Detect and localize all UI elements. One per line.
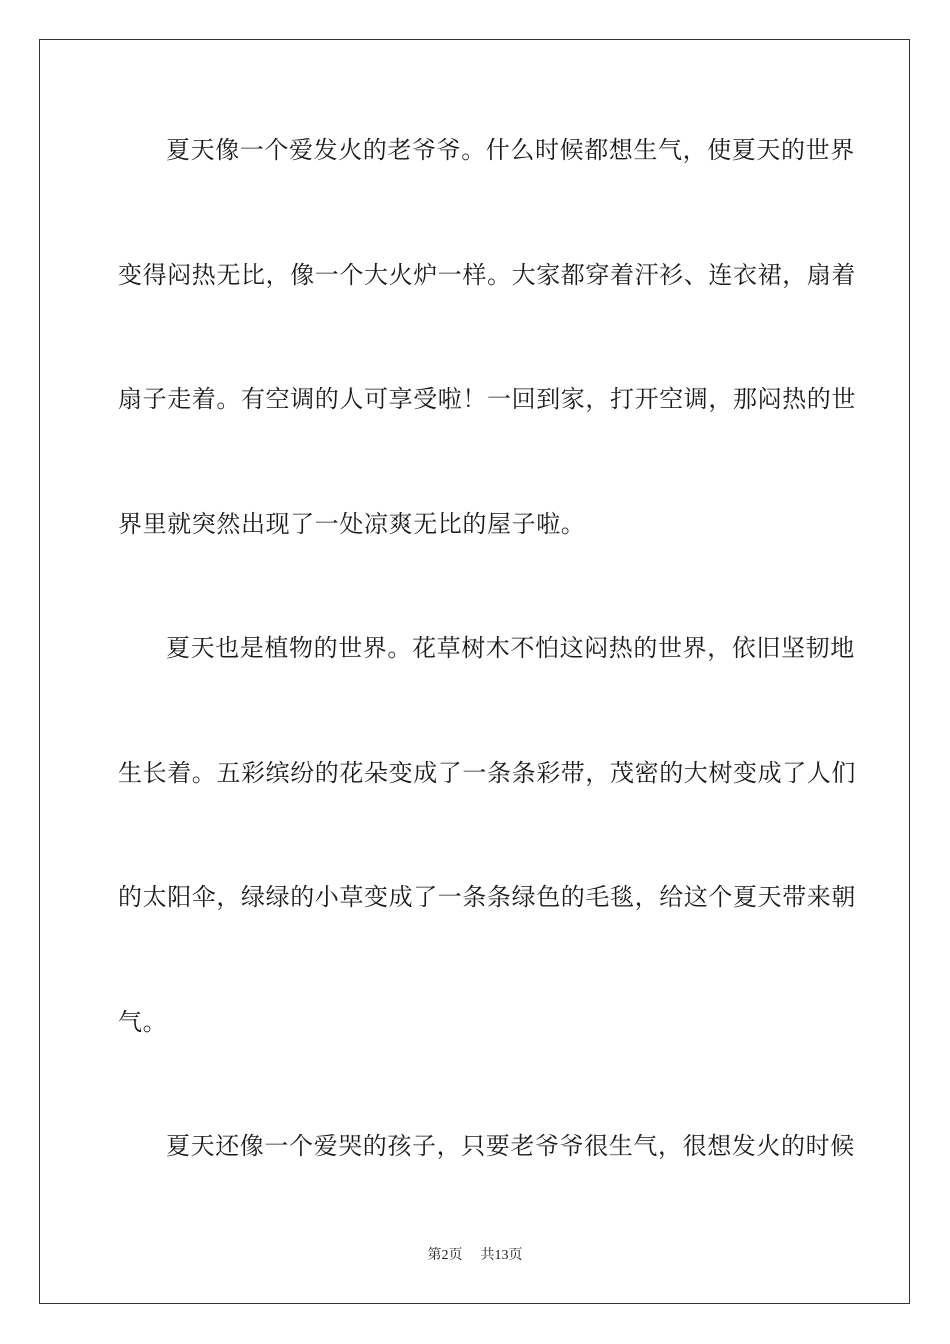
paragraph-1-line-1: 夏天像一个爱发火的老爷爷。什么时候都想生气，使夏天的世界 xyxy=(166,136,855,164)
paragraph-2-line-1: 夏天也是植物的世界。花草树木不怕这闷热的世界，依旧坚韧地 xyxy=(166,634,855,662)
paragraph-2-line-2: 生长着。五彩缤纷的花朵变成了一条条彩带，茂密的大树变成了人们 xyxy=(118,759,856,787)
page-total: 共13页 xyxy=(480,1248,523,1263)
page-footer xyxy=(0,1247,950,1265)
paragraph-1-line-2: 变得闷热无比，像一个大火炉一样。大家都穿着汗衫、连衣裙，扇着 xyxy=(118,261,856,289)
paragraph-2-line-3: 的太阳伞，绿绿的小草变成了一条条绿色的毛毯，给这个夏天带来朝 xyxy=(118,883,856,911)
page-border xyxy=(39,39,910,1304)
page-number: 第2页 xyxy=(427,1248,463,1263)
paragraph-3-line-1: 夏天还像一个爱哭的孩子，只要老爷爷很生气，很想发火的时候 xyxy=(166,1132,855,1160)
paragraph-2-line-4: 气。 xyxy=(118,1008,168,1036)
paragraph-1-line-4: 界里就突然出现了一处凉爽无比的屋子啦。 xyxy=(118,510,586,538)
paragraph-1-line-3: 扇子走着。有空调的人可享受啦！一回到家，打开空调，那闷热的世 xyxy=(118,385,856,413)
